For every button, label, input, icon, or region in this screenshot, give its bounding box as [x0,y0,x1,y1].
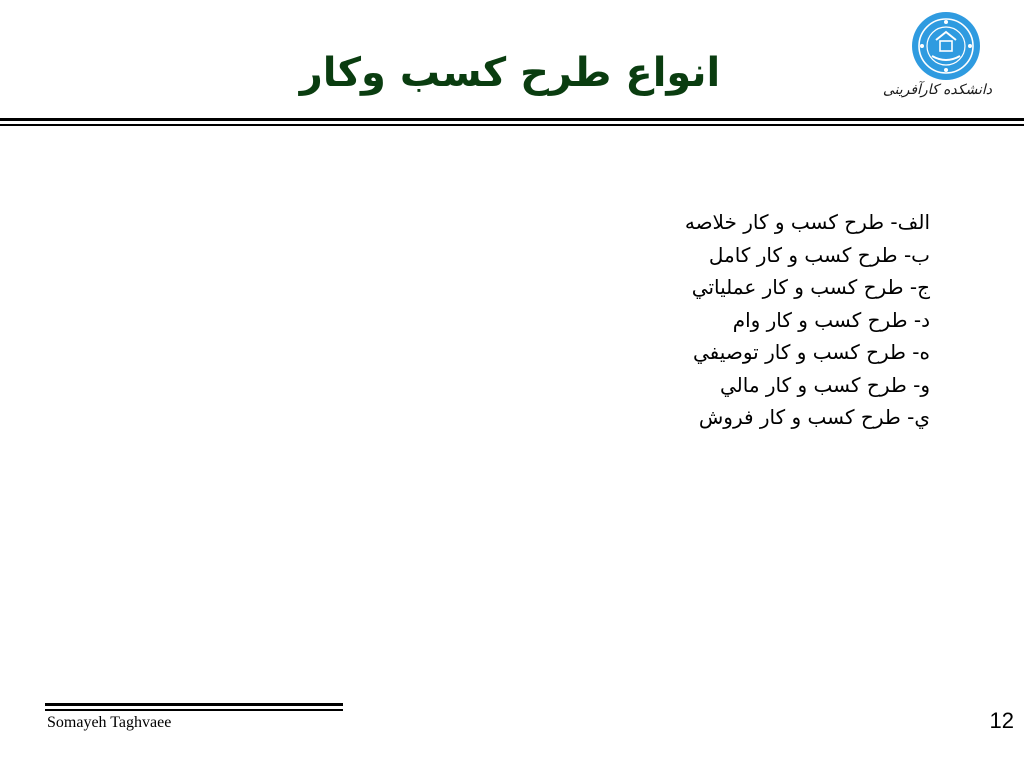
list-item: ج- طرح كسب و كار عملياتي [691,275,930,299]
header-rule-thick [0,118,1024,121]
author-name: Somayeh Taghvaee [47,714,172,731]
plan-types-list [560,206,930,434]
slide-title: انواع طرح كسب وكار [299,50,721,96]
page-number: 12 [989,708,1014,733]
list-item: ه- طرح كسب و كار توصيفي [693,340,930,364]
university-emblem-icon [910,10,982,82]
logo-caption: دانشکده کارآفرینی [882,82,992,98]
list-item: د- طرح كسب و كار وام [732,307,930,332]
footer-rule-thin [45,709,343,711]
university-logo [882,6,992,118]
list-item: الف- طرح كسب و كار خلاصه [684,210,930,234]
list-item: ب- طرح كسب و كار كامل [708,242,930,267]
footer-rule-thick [45,703,343,706]
header-rule-thin [0,124,1024,126]
list-item: و- طرح كسب و كار مالي [719,372,930,397]
list-item: ي- طرح كسب و كار فروش [698,405,930,429]
